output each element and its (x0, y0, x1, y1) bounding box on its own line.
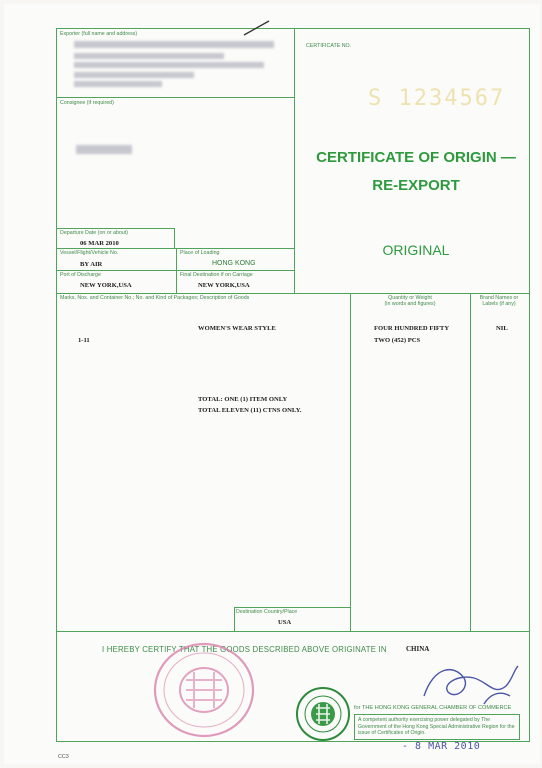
document-subtitle: RE-EXPORT (372, 177, 460, 194)
discharge-top-line (56, 270, 294, 271)
quantity-line-2: TWO (452) PCS (374, 337, 421, 344)
departure-date: 06 MAR 2010 (80, 240, 119, 247)
vessel-value: BY AIR (80, 261, 103, 268)
certificate-sheet (4, 4, 540, 764)
discharge-label: Port of Discharge (60, 272, 101, 278)
quantity-header-2: (in words and figures) (384, 301, 436, 307)
marks-value: 1-11 (78, 337, 90, 344)
loading-label: Place of Loading (180, 250, 220, 256)
destination-label: Destination Country/Place (236, 609, 298, 615)
chamber-name: for THE HONG KONG GENERAL CHAMBER OF COMMERCE (354, 705, 512, 711)
final-destination-value: NEW YORK,USA (198, 282, 250, 289)
brand-header-2: Labels (if any) (482, 301, 516, 307)
chamber-stamp-pink (152, 640, 256, 740)
consignee-label: Consignee (if required) (60, 100, 114, 106)
exporter-redacted (74, 41, 274, 48)
departure-label: Departure Date (on or about) (60, 230, 129, 236)
goods-header-label: Marks, Nos. and Container No.; No. and Kind of Packages; Description of Goods (60, 295, 250, 301)
total-cartons: TOTAL ELEVEN (11) CTNS ONLY. (198, 407, 302, 414)
total-items: TOTAL: ONE (1) ITEM ONLY (198, 396, 288, 403)
exporter-redacted (74, 81, 162, 87)
goods-description: WOMEN'S WEAR STYLE (198, 325, 276, 332)
form-frame (56, 28, 530, 742)
signature-tick-mark (242, 18, 272, 38)
certificate-number: S 1234567 (368, 86, 506, 111)
loading-value: HONG KONG (212, 260, 256, 267)
column-divider (294, 28, 295, 293)
destination-left-line (234, 607, 235, 631)
exporter-label: Exporter (full name and address) (60, 31, 138, 37)
brand-value: NIL (496, 325, 508, 332)
consignee-redacted (76, 145, 132, 154)
departure-right-line (174, 228, 175, 248)
copy-type: ORIGINAL (382, 242, 450, 258)
final-destination-label: Final Destination if on Carriage (180, 272, 253, 278)
quantity-column-line (350, 293, 351, 631)
vessel-label: Vessel/Flight/Vehicle No. (60, 250, 119, 256)
destination-value: USA (278, 619, 292, 626)
departure-top-line (56, 228, 174, 229)
brand-column-line (470, 293, 471, 631)
certification-text: I HEREBY CERTIFY THAT THE GOODS DESCRIBED ABOVE ORIGINATE IN (102, 645, 387, 654)
form-code: CC3 (58, 754, 69, 760)
exporter-redacted (74, 53, 224, 59)
exporter-redacted (74, 62, 264, 68)
goods-top-line (56, 293, 529, 294)
discharge-value: NEW YORK,USA (80, 282, 132, 289)
brand-header-1: Brand Names or (479, 295, 519, 301)
chamber-seal-green (294, 686, 352, 742)
destination-top-line (234, 607, 350, 608)
vessel-top-line (56, 248, 294, 249)
certificate-no-label: CERTIFICATE NO. (306, 43, 352, 49)
exporter-redacted (74, 72, 194, 78)
authority-statement: A competent authority exercising power delegated by The Government of the Hong Kong Special Administrative Region for the issue of Certificates of Origin. (354, 714, 520, 740)
quantity-line-1: FOUR HUNDRED FIFTY (374, 325, 450, 332)
certification-top-line (56, 631, 529, 632)
quantity-header-1: Quantity or Weight (388, 295, 432, 301)
exporter-divider (56, 97, 294, 98)
issue-date-stamp: - 8 MAR 2010 (402, 741, 481, 752)
origin-country: CHINA (406, 645, 430, 653)
document-title: CERTIFICATE OF ORIGIN — (316, 149, 516, 166)
